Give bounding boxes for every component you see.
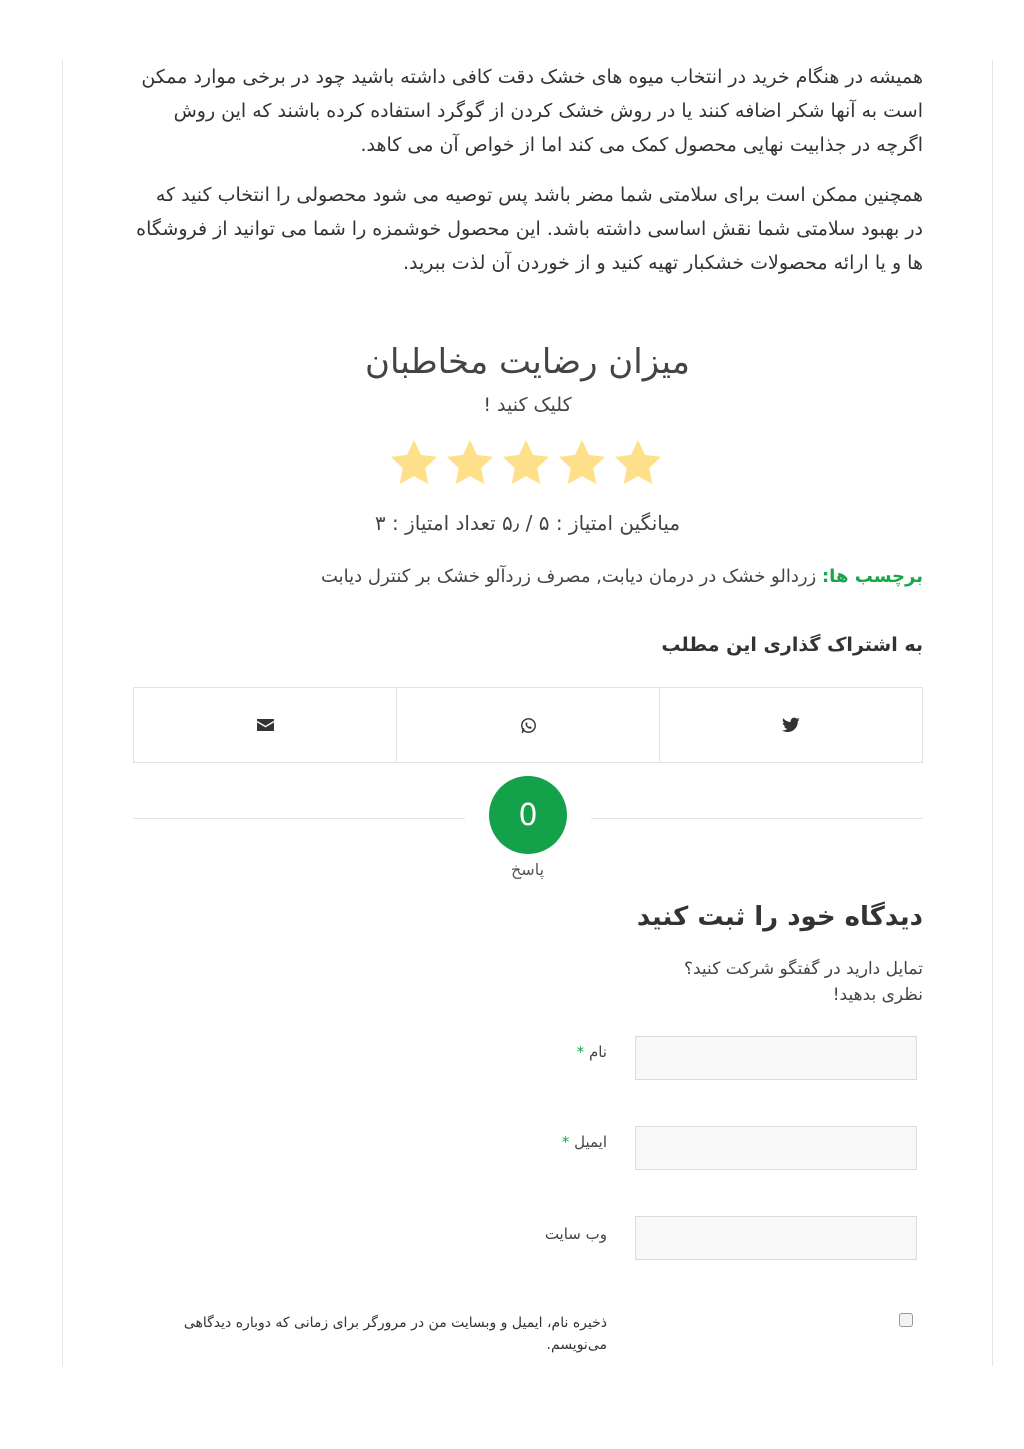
rating-average: میانگین امتیاز : ۵ / ۵٫ تعداد امتیاز : ۳	[374, 511, 681, 535]
tags-label: برچسب ها:	[821, 566, 923, 587]
email-label-text: ایمیل	[574, 1133, 607, 1151]
divider-right	[591, 818, 923, 819]
email-required-mark: *	[561, 1133, 570, 1151]
star-icon-5[interactable]	[611, 436, 665, 490]
article-container	[62, 60, 993, 1366]
divider-left	[133, 818, 465, 819]
article-paragraph-1: همیشه در هنگام خرید در انتخاب میوه های خشک دقت کافی داشته باشید چود در برخی موارد ممکن است به آنها شکر اضافه کنند یا در روش خشک کردن از گوگرد استفاده کرده باشند که این روش اگرچه در جذابیت نهایی محصول کمک می کند اما از خواص آن می کاهد.	[141, 66, 923, 156]
article-paragraph-2: همچنین ممکن است برای سلامتی شما مضر باشد پس توصیه می شود محصولی را انتخاب کنید که در بهبود سلامتی شما نقش اساسی داشته باشد. این محصول خوشمزه را شما می توانید از فروشگاه ها و یا ارائه محصولات خشکبار تهیه کنید و از خوردن آن لذت ببرید.	[136, 184, 923, 274]
tags-line	[133, 566, 923, 587]
website-input[interactable]	[635, 1216, 917, 1260]
whatsapp-icon	[520, 717, 537, 734]
save-info-label: ذخیره نام، ایمیل و وبسایت من در مرورگر برای زمانی که دوباره دیدگاهی می‌نویسم.	[183, 1315, 607, 1353]
star-rating[interactable]	[387, 436, 665, 490]
article-content	[133, 60, 923, 162]
comment-form-intro-line-1: تمایل دارید در گفتگو شرکت کنید؟	[683, 959, 923, 979]
name-label-text: نام	[588, 1043, 607, 1061]
name-input[interactable]	[635, 1036, 917, 1080]
star-icon-1[interactable]	[387, 436, 441, 490]
share-email-button[interactable]	[134, 688, 396, 762]
email-label	[407, 1133, 607, 1151]
twitter-icon	[782, 717, 800, 733]
article-content-2	[133, 178, 923, 280]
share-twitter-button[interactable]	[659, 688, 922, 762]
rating-title: میزان رضایت مخاطبان	[365, 342, 690, 382]
comment-form-intro-line-2: نظری بدهید!	[832, 985, 923, 1005]
website-label: وب سایت	[544, 1225, 607, 1243]
comment-form-title: دیدگاه خود را ثبت کنید	[636, 902, 923, 932]
star-icon-4[interactable]	[555, 436, 609, 490]
comment-count-label: پاسخ	[510, 860, 545, 879]
tags-items[interactable]: زردالو خشک در درمان دیابت, مصرف زردآلو خشک بر کنترل دیابت	[320, 566, 817, 587]
comment-count-badge: 0	[489, 776, 567, 854]
share-title: به اشتراک گذاری این مطلب	[661, 634, 923, 656]
email-icon	[257, 719, 274, 731]
name-required-mark: *	[576, 1043, 585, 1061]
comment-form-intro	[133, 956, 923, 1008]
rating-subtitle: کلیک کنید !	[483, 394, 572, 416]
share-buttons	[133, 687, 923, 763]
email-input[interactable]	[635, 1126, 917, 1170]
share-whatsapp-button[interactable]	[396, 688, 659, 762]
star-icon-3[interactable]	[499, 436, 553, 490]
save-info-checkbox[interactable]	[899, 1313, 913, 1327]
name-label	[407, 1043, 607, 1061]
star-icon-2[interactable]	[443, 436, 497, 490]
